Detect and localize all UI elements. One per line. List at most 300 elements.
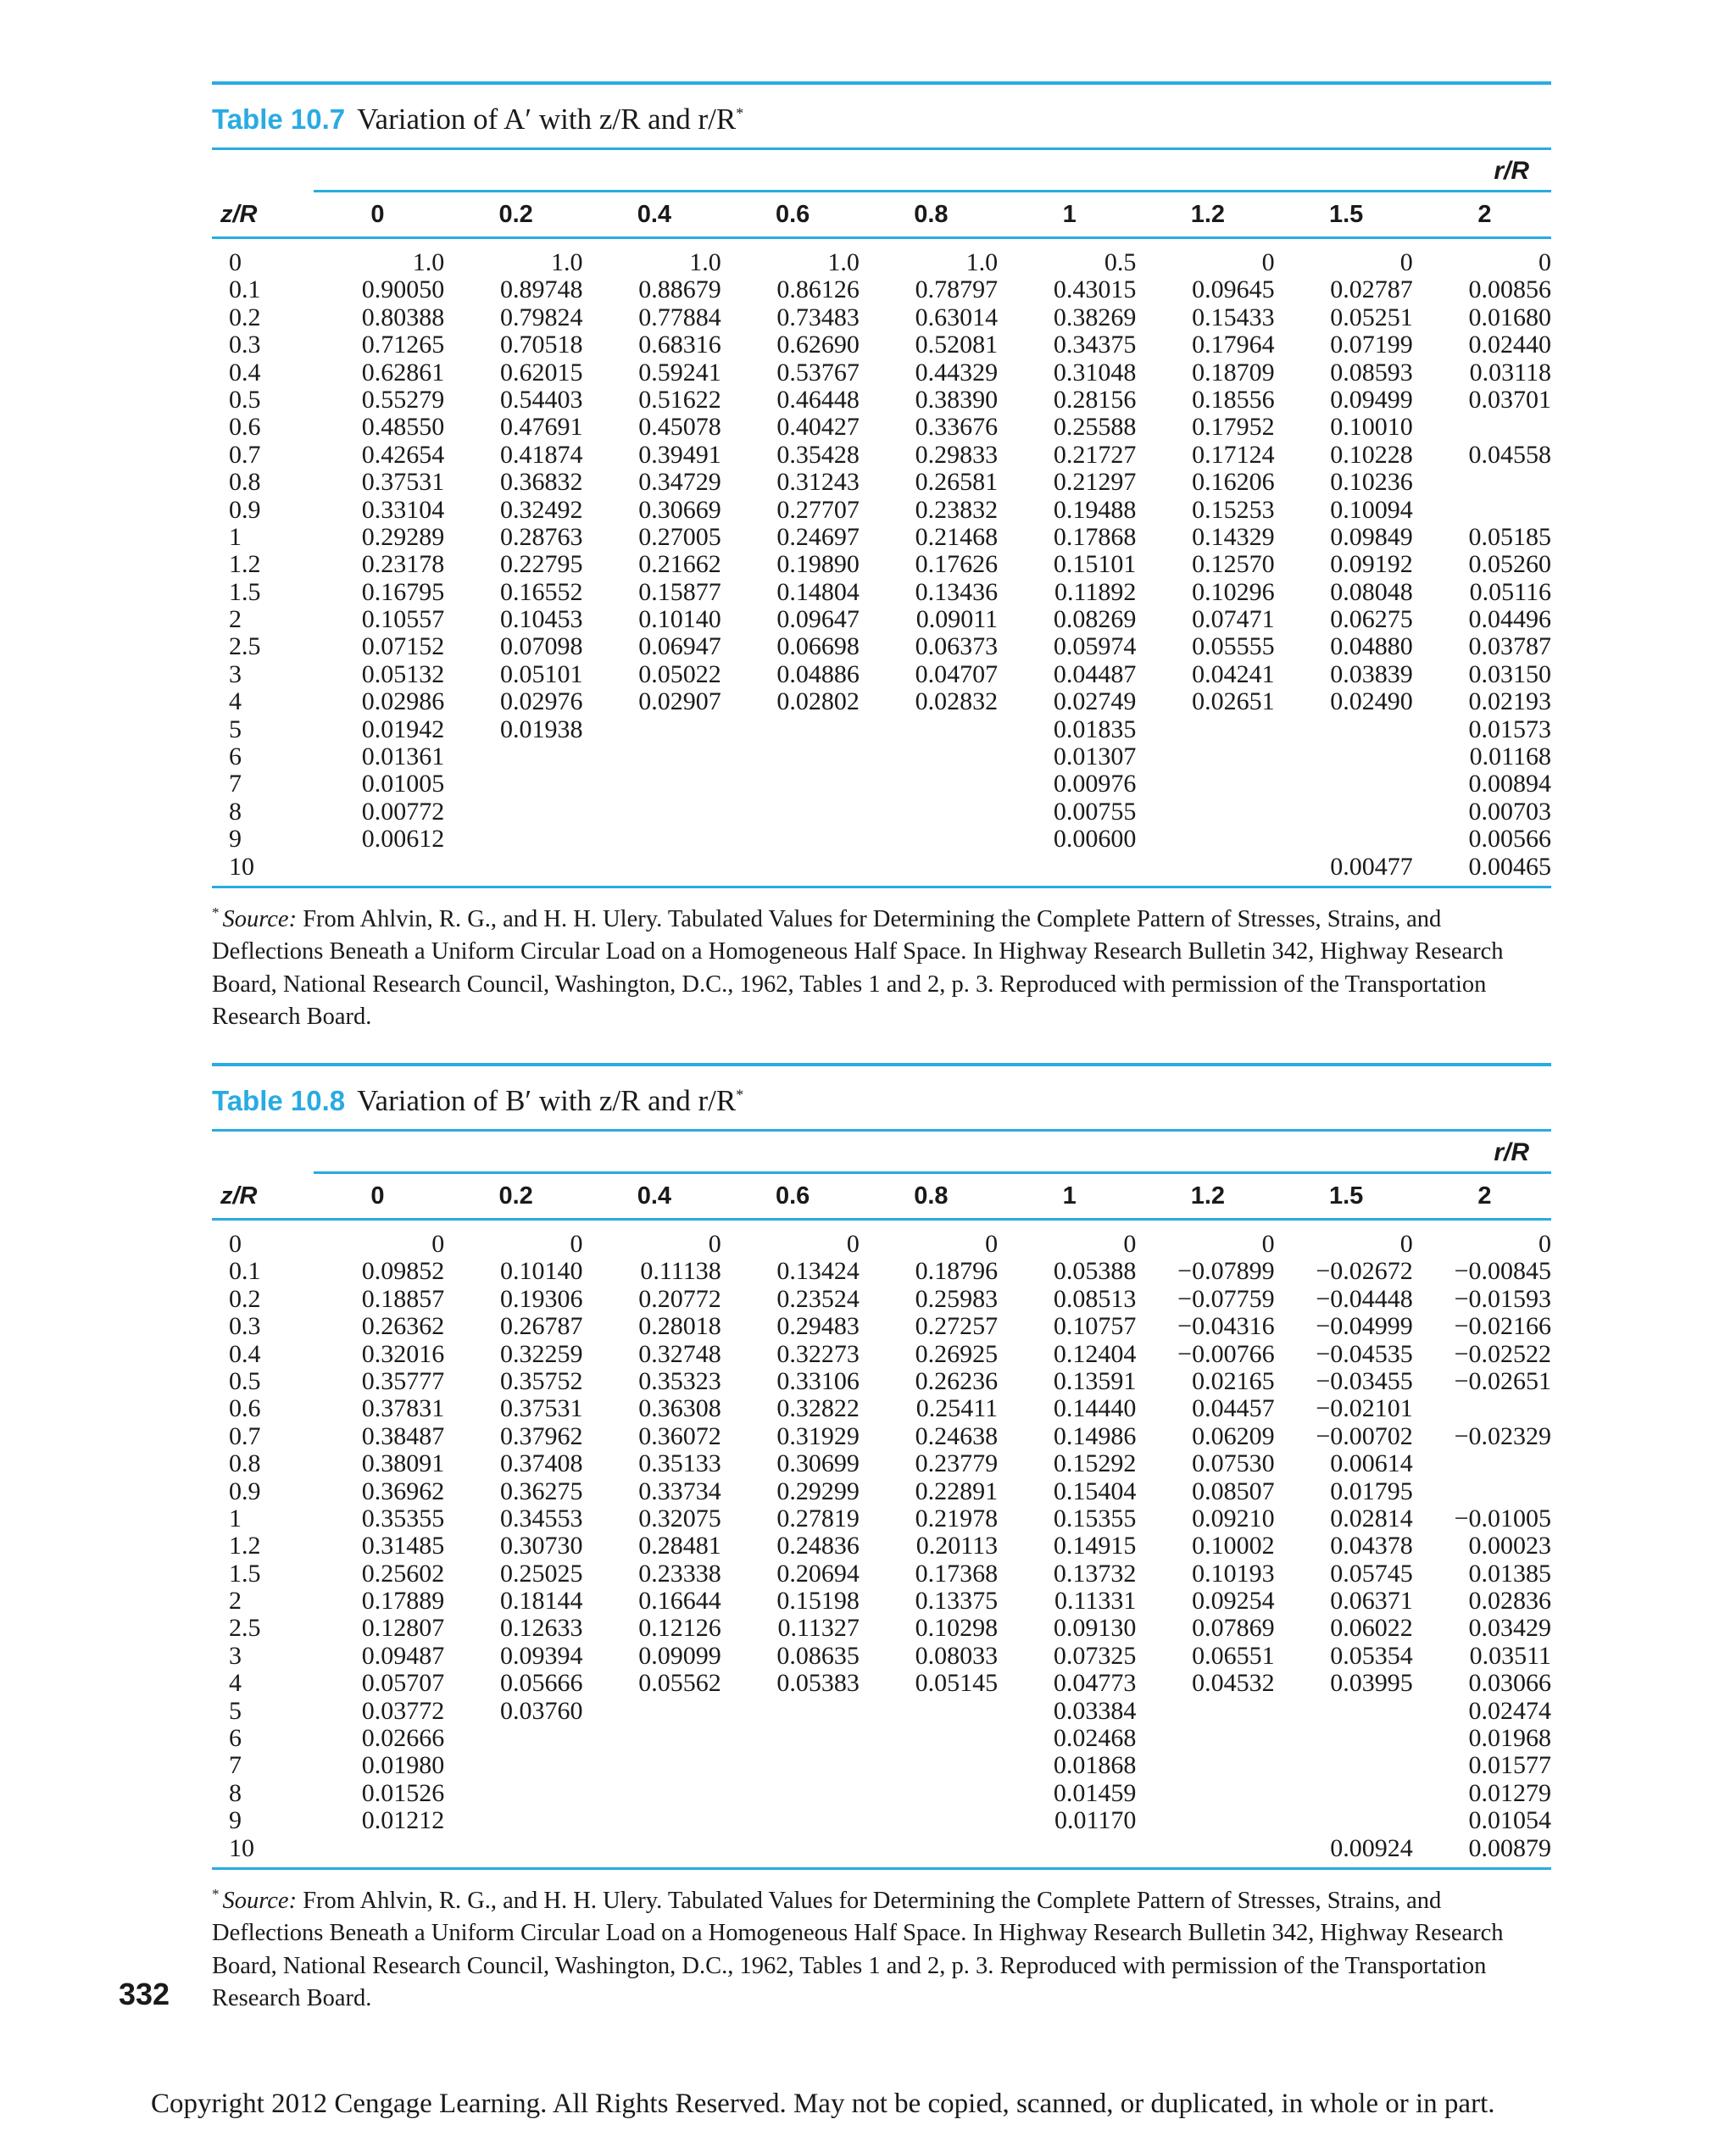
- table-cell: 1.0: [827, 248, 860, 276]
- table-cell: 0.89748: [499, 275, 583, 304]
- table-cell: 0.51622: [638, 385, 721, 414]
- table-cell: [1280, 1807, 1413, 1834]
- table-cell: 0.20694: [776, 1559, 860, 1588]
- table-cell: 0.90050: [361, 275, 445, 304]
- table-cell: [1141, 1698, 1274, 1725]
- table-cell: 0.20772: [638, 1284, 721, 1313]
- table-cell: [865, 770, 998, 798]
- table-cell: [726, 1725, 860, 1752]
- table-row: [212, 798, 1551, 826]
- table-row: [212, 743, 1551, 770]
- table-cell: [1280, 770, 1413, 798]
- table-cell: [1003, 1835, 1136, 1862]
- table-cell: −0.02101: [1316, 1394, 1413, 1423]
- table-row: [212, 249, 1551, 276]
- table-cell: 0.21662: [638, 550, 721, 579]
- table-cell: [587, 770, 721, 798]
- table-cell: [865, 854, 998, 881]
- table-cell: 0.23338: [638, 1559, 721, 1588]
- table-cell: 0.00600: [1053, 825, 1137, 854]
- table-cell: 0.28481: [638, 1532, 721, 1560]
- table-cell: 0.18556: [1192, 385, 1275, 414]
- table-cell: 0.00465: [1468, 852, 1552, 881]
- table-cell: [1418, 469, 1551, 496]
- table-cell: 0.36072: [638, 1421, 721, 1450]
- z-over-r-header: z/R: [220, 1182, 258, 1210]
- table-row: [212, 633, 1551, 660]
- table-cell: [726, 1752, 860, 1779]
- table-cell: 0.25602: [361, 1559, 445, 1588]
- row-label: 9: [229, 1806, 242, 1835]
- table-cell: 0: [1399, 1230, 1413, 1258]
- table-cell: 0.05185: [1468, 522, 1552, 551]
- table-cell: 0.00856: [1468, 275, 1552, 304]
- table-cell: [1141, 716, 1274, 743]
- table-cell: 0.03429: [1468, 1614, 1552, 1643]
- table-cell: 0.22795: [499, 550, 583, 579]
- table-cell: [1141, 1752, 1274, 1779]
- table-title-footnote-mark: *: [736, 104, 744, 122]
- table-cell: [865, 1725, 998, 1752]
- row-label: 0.4: [229, 1339, 261, 1368]
- column-header-row: [212, 192, 1551, 236]
- table-cell: 0.31243: [776, 468, 860, 497]
- table-cell: 0.05383: [776, 1669, 860, 1698]
- column-header: 2: [1477, 1182, 1492, 1210]
- table-cell: 0.28018: [638, 1312, 721, 1341]
- table-cell: 0.17868: [1053, 522, 1137, 551]
- table-cell: [1141, 798, 1274, 826]
- table-source-note: [212, 1885, 1551, 2016]
- table-cell: 0.20113: [915, 1532, 999, 1560]
- row-label: 0.9: [229, 495, 261, 524]
- table-row: [212, 1258, 1551, 1285]
- table-cell: 0.62861: [361, 358, 445, 387]
- table-cell: 0.06275: [1330, 605, 1413, 634]
- table-cell: 0.08513: [1053, 1284, 1137, 1313]
- table-cell: 0.12570: [1192, 550, 1275, 579]
- table-cell: 0.10298: [915, 1614, 999, 1643]
- table-cell: 0.15101: [1053, 550, 1137, 579]
- table-cell: 0.21297: [1053, 468, 1137, 497]
- table-row: [212, 414, 1551, 441]
- table-cell: −0.01593: [1454, 1284, 1552, 1313]
- table-cell: [587, 1725, 721, 1752]
- table-cell: 0.24638: [915, 1421, 999, 1450]
- table-cell: 0.43015: [1053, 275, 1137, 304]
- table-cell: [726, 1835, 860, 1862]
- table-cell: 0.25588: [1053, 413, 1137, 442]
- table-cell: 0.23779: [915, 1449, 999, 1478]
- table-cell: 0.01835: [1053, 715, 1137, 743]
- table-cell: [865, 1752, 998, 1779]
- table-title: Variation of B′ with z/R and r/R: [357, 1084, 737, 1117]
- table-cell: 0.46448: [776, 385, 860, 414]
- table-cell: 0.25983: [915, 1284, 999, 1313]
- table-cell: 0.17124: [1192, 440, 1275, 469]
- table-cell: 0.33734: [638, 1477, 721, 1505]
- table-cell: 0.34375: [1053, 331, 1137, 359]
- table-cell: [311, 854, 444, 881]
- table-cell: 0.37531: [499, 1394, 583, 1423]
- table-cell: [587, 826, 721, 853]
- table-cell: 0.15404: [1053, 1477, 1137, 1505]
- table-cell: 0.37408: [499, 1449, 583, 1478]
- table-cell: 0.05388: [1053, 1257, 1137, 1286]
- table-cell: 0.09849: [1330, 522, 1413, 551]
- table-cell: −0.03455: [1316, 1366, 1413, 1395]
- table-top-rule: [212, 1063, 1551, 1066]
- table-cell: 0.17889: [361, 1587, 445, 1616]
- table-cell: [449, 743, 582, 770]
- table-cell: [587, 716, 721, 743]
- source-text: From Ahlvin, R. G., and H. H. Ulery. Tabulated Values for Determining the Complete Pattern of Stresses, Strains, and Deflections Beneath a Uniform Circular Load on a Homogeneous Half Space. In Highway Research Bulletin 342, Highway Research Board, National Research Council, Washington, D.C., 1962, Tables 1 and 2, p. 3. Reproduced with permission of the Transportation Research Board.: [212, 1887, 1504, 2012]
- table-cell: 0.08507: [1192, 1477, 1275, 1505]
- table-cell: 0.03839: [1330, 659, 1413, 688]
- table-row: [212, 1478, 1551, 1505]
- table-cell: 0.01526: [361, 1778, 445, 1807]
- table-cell: [726, 716, 860, 743]
- table-cell: 0.18709: [1192, 358, 1275, 387]
- table-cell: [726, 798, 860, 826]
- row-label: 4: [229, 1669, 242, 1698]
- table-cell: 0.16206: [1192, 468, 1275, 497]
- table-cell: 0.00566: [1468, 825, 1552, 854]
- table-cell: 0.14329: [1192, 522, 1275, 551]
- table-cell: 0.38269: [1053, 303, 1137, 331]
- table-cell: −0.04316: [1177, 1312, 1275, 1341]
- table-cell: −0.01005: [1454, 1504, 1552, 1532]
- table-cell: 0.02976: [499, 687, 583, 716]
- table-cell: 0.33104: [361, 495, 445, 524]
- table-cell: [865, 716, 998, 743]
- table-cell: 0.04496: [1468, 605, 1552, 634]
- row-label: 0.1: [229, 275, 261, 304]
- table-cell: [449, 770, 582, 798]
- table-cell: 0.73483: [776, 303, 860, 331]
- table-number: Table 10.8: [212, 1085, 346, 1116]
- table-cell: 0.08269: [1053, 605, 1137, 634]
- table-cell: 0.26925: [915, 1339, 999, 1368]
- table-cell: 0.44329: [915, 358, 999, 387]
- column-group-header: [212, 150, 1551, 192]
- table-cell: 0.00612: [361, 825, 445, 854]
- table-cell: −0.07759: [1177, 1284, 1275, 1313]
- table-cell: 0.03150: [1468, 659, 1552, 688]
- table-cell: 0.09130: [1053, 1614, 1137, 1643]
- row-label: 0.3: [229, 1312, 261, 1341]
- column-header: 1: [1062, 200, 1077, 228]
- table-row: [212, 854, 1551, 881]
- table-cell: 0.12633: [499, 1614, 583, 1643]
- row-label: 0.9: [229, 1477, 261, 1505]
- table-cell: 0: [431, 1230, 445, 1258]
- table-cell: 0.14915: [1053, 1532, 1137, 1560]
- table-row: [212, 688, 1551, 715]
- table-cell: 0.24697: [776, 522, 860, 551]
- table-cell: 0.08635: [776, 1641, 860, 1670]
- table-cell: [1280, 1725, 1413, 1752]
- table-cell: 0.35355: [361, 1504, 445, 1532]
- table-cell: 0.02749: [1053, 687, 1137, 716]
- table-cell: 0.06373: [915, 632, 999, 661]
- table-cell: 0.00755: [1053, 797, 1137, 826]
- table-cell: 0.06947: [638, 632, 721, 661]
- table-cell: 0.05745: [1330, 1559, 1413, 1588]
- table-cell: 0.35428: [776, 440, 860, 469]
- row-label: 3: [229, 1641, 242, 1670]
- table-cell: −0.02651: [1454, 1366, 1552, 1395]
- table-cell: 0.39491: [638, 440, 721, 469]
- table-cell: 0.35777: [361, 1366, 445, 1395]
- table-row: [212, 606, 1551, 633]
- table-cell: 0.59241: [638, 358, 721, 387]
- table-cell: 0.48550: [361, 413, 445, 442]
- table-row: [212, 1532, 1551, 1560]
- table-cell: 0.02832: [915, 687, 999, 716]
- table-cell: 0.31485: [361, 1532, 445, 1560]
- table-cell: 0.78797: [915, 275, 999, 304]
- table-cell: 0.01980: [361, 1751, 445, 1780]
- table-cell: [1141, 826, 1274, 853]
- table-cell: 0.40427: [776, 413, 860, 442]
- table-cell: 0.05974: [1053, 632, 1137, 661]
- table-cell: 0.16644: [638, 1587, 721, 1616]
- table-cell: [726, 1780, 860, 1807]
- column-header: 2: [1477, 200, 1492, 228]
- table-cell: 0.19306: [499, 1284, 583, 1313]
- table-cell: 0.00879: [1468, 1833, 1552, 1862]
- table-cell: 0.09254: [1192, 1587, 1275, 1616]
- table-row: [212, 442, 1551, 469]
- row-label: 8: [229, 797, 242, 826]
- table-cell: 0.79824: [499, 303, 583, 331]
- row-label: 5: [229, 715, 242, 743]
- table-cell: 0: [1261, 248, 1275, 276]
- table-cell: 0.04707: [915, 659, 999, 688]
- table-cell: 0.04487: [1053, 659, 1137, 688]
- table-cell: [1280, 826, 1413, 853]
- column-header: 1.5: [1328, 200, 1364, 228]
- row-label: 0.7: [229, 1421, 261, 1450]
- table-cell: 0.26787: [499, 1312, 583, 1341]
- table-cell: 0.01168: [1469, 743, 1552, 771]
- table-cell: 0.36275: [499, 1477, 583, 1505]
- table-cell: 0.37962: [499, 1421, 583, 1450]
- table-cell: 0.01459: [1053, 1778, 1137, 1807]
- table-cell: 0.71265: [361, 331, 445, 359]
- column-header: 0.8: [914, 1182, 949, 1210]
- table-cell: 0.05707: [361, 1669, 445, 1698]
- table-cell: 0.19488: [1053, 495, 1137, 524]
- table-cell: 0.26362: [361, 1312, 445, 1341]
- table-cell: 0.16552: [499, 577, 583, 606]
- table-body: [212, 1221, 1551, 1867]
- table-cell: 0.10228: [1330, 440, 1413, 469]
- column-header: 0.6: [775, 1182, 810, 1210]
- table-row: [212, 304, 1551, 331]
- table-cell: −0.00766: [1177, 1339, 1275, 1368]
- row-label: 10: [229, 852, 254, 881]
- table-cell: 0.03772: [361, 1696, 445, 1725]
- table-cell: 0.01577: [1468, 1751, 1552, 1780]
- table-cell: 0.15198: [776, 1587, 860, 1616]
- table-cell: −0.00702: [1316, 1421, 1413, 1450]
- table-cell: [1418, 1395, 1551, 1422]
- table-cell: 0.27819: [776, 1504, 860, 1532]
- table-cell: 0.08593: [1330, 358, 1413, 387]
- table-cell: 0.15253: [1192, 495, 1275, 524]
- table-cell: 0.11138: [640, 1257, 721, 1286]
- table-row: [212, 1725, 1551, 1752]
- table-cell: 0.03787: [1468, 632, 1552, 661]
- table-cell: 0.02651: [1192, 687, 1275, 716]
- table-cell: 0.54403: [499, 385, 583, 414]
- table-cell: 0.38390: [915, 385, 999, 414]
- table-cell: 0.08048: [1330, 577, 1413, 606]
- row-label: 1.5: [229, 1559, 261, 1588]
- table-title: Variation of A′ with z/R and r/R: [357, 103, 737, 136]
- table-cell: 0.23524: [776, 1284, 860, 1313]
- table-cell: 0.37831: [361, 1394, 445, 1423]
- row-label: 7: [229, 1751, 242, 1780]
- table-cell: 0.38091: [361, 1449, 445, 1478]
- table-cell: 0.05132: [361, 659, 445, 688]
- table-cell: 0.10002: [1192, 1532, 1275, 1560]
- table-source-note: [212, 904, 1551, 1034]
- table-row: [212, 1780, 1551, 1807]
- table-row: [212, 1286, 1551, 1313]
- table-cell: 0.30669: [638, 495, 721, 524]
- table-cell: [1280, 798, 1413, 826]
- source-footnote-mark: *: [212, 904, 220, 921]
- table-cell: 0: [1399, 248, 1413, 276]
- row-label: 0.5: [229, 385, 261, 414]
- table-10-8: [212, 1063, 1551, 2016]
- row-label: 0.5: [229, 1366, 261, 1395]
- table-cell: 0.00477: [1330, 852, 1413, 881]
- table-cell: 0: [985, 1230, 999, 1258]
- table-cell: 0.02836: [1468, 1587, 1552, 1616]
- table-cell: 0.10757: [1053, 1312, 1137, 1341]
- table-row: [212, 1643, 1551, 1670]
- column-group-header: [212, 1132, 1551, 1174]
- table-cell: 1.0: [965, 248, 999, 276]
- table-cell: 0.00703: [1468, 797, 1552, 826]
- table-cell: [587, 798, 721, 826]
- column-header: 0: [370, 200, 385, 228]
- table-cell: 0.26581: [915, 468, 999, 497]
- z-over-r-header: z/R: [220, 200, 258, 228]
- row-label: 7: [229, 770, 242, 798]
- table-cell: 0.86126: [776, 275, 860, 304]
- table-cell: 0.38487: [361, 1421, 445, 1450]
- table-cell: 0.11331: [1054, 1587, 1137, 1616]
- table-cell: 0.09645: [1192, 275, 1275, 304]
- table-cell: 0.06551: [1192, 1641, 1275, 1670]
- table-row: [212, 1670, 1551, 1697]
- table-cell: 0.09394: [499, 1641, 583, 1670]
- table-cell: 0.05116: [1469, 577, 1552, 606]
- column-header: 0.2: [498, 1182, 533, 1210]
- table-cell: 0.62015: [499, 358, 583, 387]
- table-cell: 0.02468: [1053, 1724, 1137, 1753]
- table-cell: 0.07869: [1192, 1614, 1275, 1643]
- table-cell: 0.00924: [1330, 1833, 1413, 1862]
- table-cell: 0.03118: [1469, 358, 1552, 387]
- row-label: 10: [229, 1833, 254, 1862]
- table-cell: 0.41874: [499, 440, 583, 469]
- table-cell: 0.04457: [1192, 1394, 1275, 1423]
- table-cell: 0.02490: [1330, 687, 1413, 716]
- table-cell: 0.17964: [1192, 331, 1275, 359]
- table-cell: 0.01170: [1054, 1806, 1137, 1835]
- table-cell: 0.21468: [915, 522, 999, 551]
- table-cell: 0.28156: [1053, 385, 1137, 414]
- row-label: 4: [229, 687, 242, 716]
- table-cell: 0.45078: [638, 413, 721, 442]
- table-cell: 0.13436: [915, 577, 999, 606]
- table-body: [212, 239, 1551, 886]
- row-label: 1: [229, 1504, 242, 1532]
- table-cell: 0.29289: [361, 522, 445, 551]
- table-cell: 0.32748: [638, 1339, 721, 1368]
- table-cell: 0.05101: [499, 659, 583, 688]
- row-label: 2.5: [229, 1614, 261, 1643]
- table-cell: [1280, 1752, 1413, 1779]
- table-row: [212, 579, 1551, 606]
- table-bottom-rule: [212, 886, 1551, 888]
- table-top-rule: [212, 81, 1551, 85]
- row-label: 0.7: [229, 440, 261, 469]
- table-cell: 0.30730: [499, 1532, 583, 1560]
- table-cell: 0.12404: [1053, 1339, 1137, 1368]
- table-cell: 0.70518: [499, 331, 583, 359]
- table-cell: [726, 1698, 860, 1725]
- table-cell: [1280, 716, 1413, 743]
- table-cell: [449, 1780, 582, 1807]
- table-cell: 0.01868: [1053, 1751, 1137, 1780]
- table-row: [212, 497, 1551, 524]
- table-cell: 0.35752: [499, 1366, 583, 1395]
- table-cell: 0.03995: [1330, 1669, 1413, 1698]
- row-label: 0.6: [229, 1394, 261, 1423]
- table-cell: 0.15355: [1053, 1504, 1137, 1532]
- row-label: 9: [229, 825, 242, 854]
- table-cell: [449, 1752, 582, 1779]
- table-cell: [1280, 1698, 1413, 1725]
- table-cell: 0.10140: [499, 1257, 583, 1286]
- table-cell: 0: [708, 1230, 721, 1258]
- table-cell: 0.25025: [499, 1559, 583, 1588]
- table-cell: 0.17952: [1192, 413, 1275, 442]
- table-cell: 0.55279: [361, 385, 445, 414]
- table-cell: 0.34553: [499, 1504, 583, 1532]
- table-cell: 0.07199: [1330, 331, 1413, 359]
- table-row: [212, 826, 1551, 853]
- table-cell: [726, 743, 860, 770]
- table-cell: [1280, 1780, 1413, 1807]
- table-cell: 0.26236: [915, 1366, 999, 1395]
- table-row: [212, 661, 1551, 688]
- row-label: 3: [229, 659, 242, 688]
- row-label: 0: [229, 248, 242, 276]
- table-cell: 0.62690: [776, 331, 860, 359]
- table-cell: 0.27005: [638, 522, 721, 551]
- table-cell: 0.00976: [1053, 770, 1137, 798]
- table-cell: 0.33676: [915, 413, 999, 442]
- table-cell: 0.09192: [1330, 550, 1413, 579]
